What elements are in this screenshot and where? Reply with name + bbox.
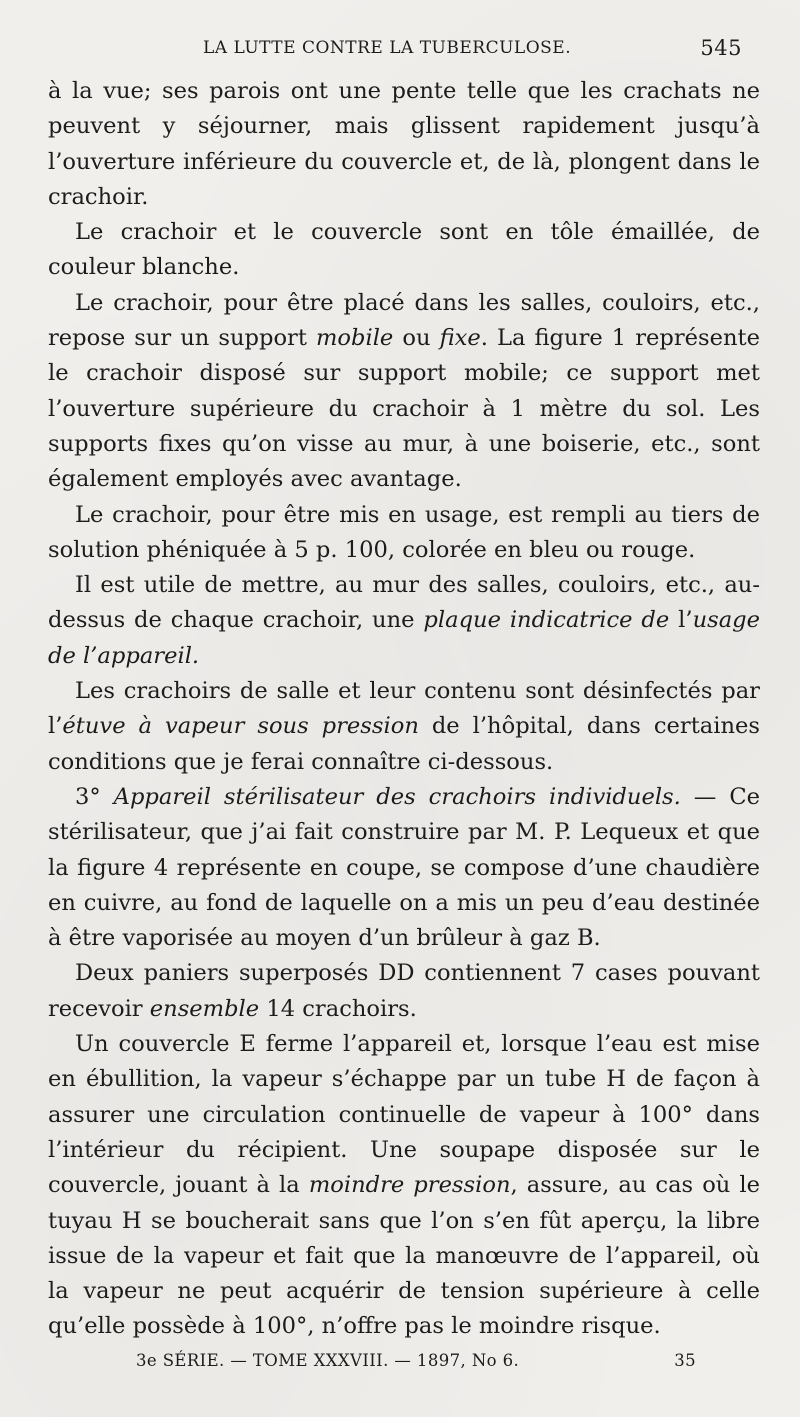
italic-text: plaque indicatrice de <box>423 607 670 634</box>
text-run: , assure, au cas où le tuyau H se boucherait sans que l’on s’en fût aperçu, la libre issue de la vapeur et fait que la manœuvre de l’appareil, où la vapeur ne peut acquérir de tension supérieure à celle qu’elle possède à 100°, n’offre pas le moindre risque. <box>48 1172 760 1340</box>
text-run: 3° <box>75 783 114 810</box>
paragraph <box>48 780 760 956</box>
text-run: à la vue; ses parois ont une pente telle que les crachats ne peuvent y séjourner, mais glissent rapidement jusqu’à l’ouverture inférieure du couvercle et, de là, plongent dans le crachoir. <box>48 78 760 210</box>
italic-text: mobile <box>315 325 394 352</box>
italic-text: ensemble <box>149 995 260 1022</box>
running-title: LA LUTTE CONTRE LA TUBERCULOSE. <box>203 38 572 58</box>
footer-imprint: 3e SÉRIE. — TOME XXXVIII. — 1897, No 6. <box>136 1351 520 1370</box>
running-header <box>48 38 770 66</box>
paragraph <box>48 674 760 780</box>
text-run: . La figure 1 représente le crachoir disposé sur support mobile; ce support met l’ouverture supérieure du crachoir à 1 mètre du sol. Les supports fixes qu’on visse au mur, à une boiserie, etc., sont également employés avec avantage. <box>48 325 760 493</box>
italic-text: moindre pression <box>308 1172 511 1199</box>
text-run: l’ <box>669 607 693 634</box>
text-run: 14 crachoirs. <box>259 995 417 1022</box>
text-run: Le crachoir, pour être mis en usage, est rempli au tiers de solution phéniquée à 5 p. 100, colorée en bleu ou rouge. <box>48 501 760 563</box>
italic-text: Appareil stérilisateur des crachoirs individuels. <box>113 783 681 810</box>
italic-text: étuve à vapeur sous pression <box>62 713 419 740</box>
text-run: Deux paniers superposés DD contiennent 7 cases pouvant recevoir <box>48 960 760 1022</box>
text-run: Les crachoirs de salle et leur contenu sont désinfectés par l’ <box>48 678 760 740</box>
text-run: Le crachoir, pour être placé dans les salles, couloirs, etc., repose sur un support <box>48 289 760 352</box>
text-run: Un couvercle E ferme l’appareil et, lorsque l’eau est mise en ébullition, la vapeur s’échappe par un tube H de façon à assurer une circulation continuelle de vapeur à 100° dans l’intérieur du récipient. Une soupape disposée sur le couvercle, jouant à la <box>48 1031 760 1199</box>
text-run: Il est utile de mettre, au mur des salles, couloirs, etc., au-dessus de chaque crachoir, une <box>48 572 760 634</box>
page-footer <box>136 1351 696 1370</box>
paragraph <box>48 498 760 569</box>
paragraph <box>48 1027 760 1345</box>
text-run: — Ce stérilisateur, que j’ai fait construire par M. P. Lequeux et que la figure 4 représente en coupe, se compose d’une chaudière en cuivre, au fond de laquelle on a mis un peu d’eau destinée à être vaporisée au moyen d’un brûleur à gaz B. <box>48 783 760 952</box>
italic-text: usage de l’appareil. <box>48 607 761 669</box>
text-run: Le crachoir et le couvercle sont en tôle émaillée, de couleur blanche. <box>48 219 760 281</box>
body-text <box>48 74 760 1345</box>
paragraph <box>48 286 760 498</box>
text-run: de l’hôpital, dans certaines conditions que je ferai connaître ci-dessous. <box>48 713 760 775</box>
signature-number: 35 <box>674 1351 696 1370</box>
paragraph <box>48 956 760 1027</box>
paragraph <box>48 568 760 674</box>
italic-text: fixe <box>439 325 481 352</box>
text-run: ou <box>393 325 440 352</box>
paragraph <box>48 215 760 286</box>
page-number: 545 <box>700 36 742 60</box>
paragraph <box>48 74 760 215</box>
